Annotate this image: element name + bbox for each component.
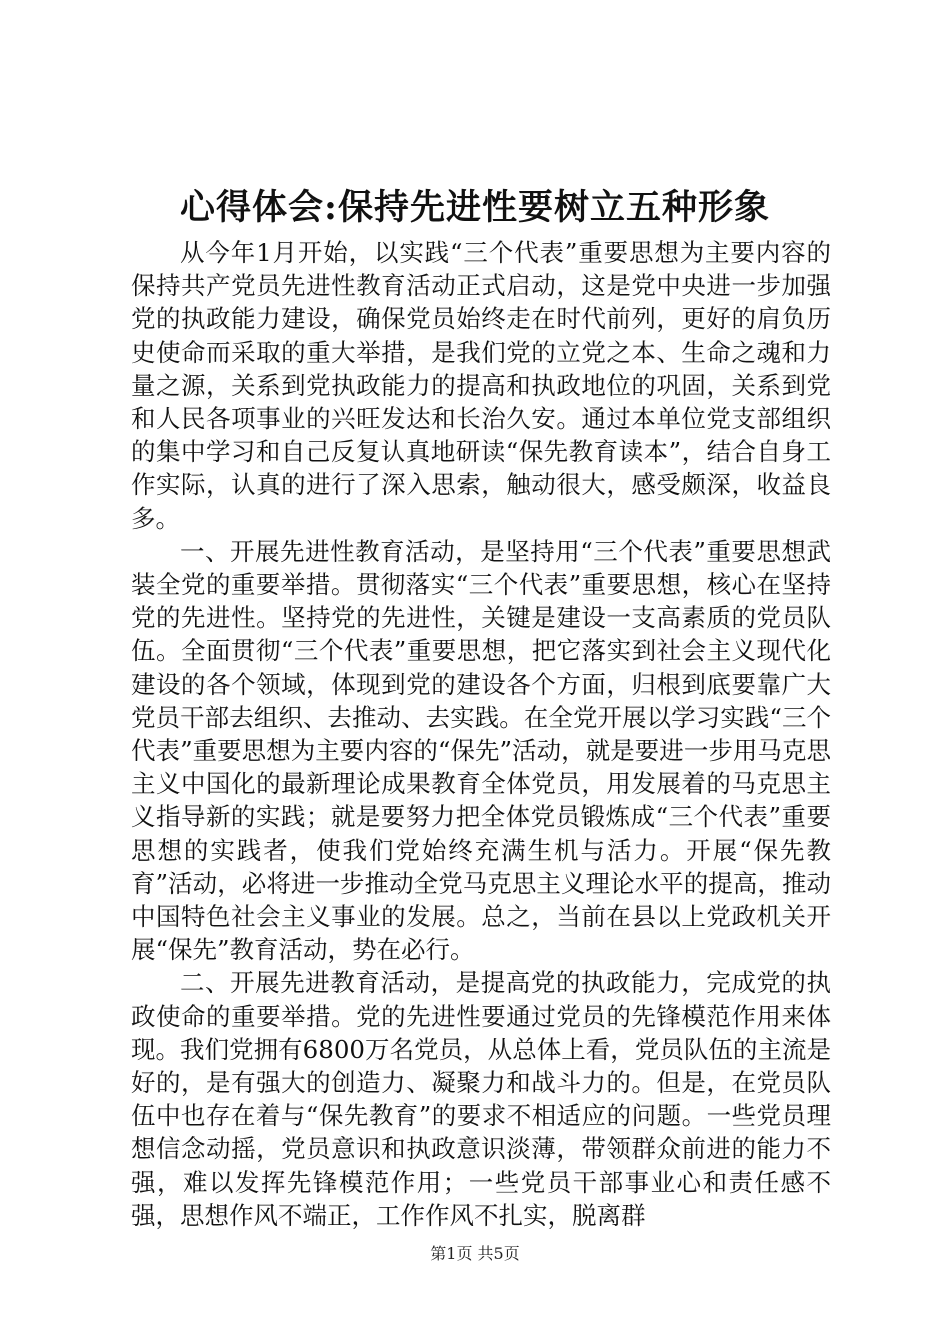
document-title: 心得体会:保持先进性要树立五种形象 — [180, 187, 770, 228]
document-body — [131, 236, 831, 1232]
paragraph-intro: 从今年1月开始，以实践“三个代表”重要思想为主要内容的保持共产党员先进性教育活动正式启动，这是党中央进一步加强党的执政能力建设，确保党员始终走在时代前列，更好的肩负历史使命而采取的重大举措，是我们党的立党之本、生命之魂和力量之源，关系到党执政能力的提高和执政地位的巩固，关系到党和人民各项事业的兴旺发达和长治久安。通过本单位党支部组织的集中学习和自己反复认真地研读“保先教育读本”，结合自身工作实际，认真的进行了深入思索，触动很大，感受颇深，收益良多。 — [131, 238, 831, 533]
paragraph-section-one: 一、开展先进性教育活动，是坚持用“三个代表”重要思想武装全党的重要举措。贯彻落实“三个代表”重要思想，核心在坚持党的先进性。坚持党的先进性，关键是建设一支高素质的党员队伍。全面贯彻“三个代表”重要思想，把它落实到社会主义现代化建设的各个领域，体现到党的建设各个方面，归根到底要靠广大党员干部去组织、去推动、去实践。在全党开展以学习实践“三个代表”重要思想为主要内容的“保先”活动，就是要进一步用马克思主义中国化的最新理论成果教育全体党员，用发展着的马克思主义指导新的实践；就是要努力把全体党员锻炼成“三个代表”重要思想的实践者，使我们党始终充满生机与活力。开展“保先教育”活动，必将进一步推动全党马克思主义理论水平的提高，推动中国特色社会主义事业的发展。总之，当前在县以上党政机关开展“保先”教育活动，势在必行。 — [131, 536, 831, 965]
page-number-footer: 第1页 共5页 — [430, 1244, 520, 1263]
paragraph-section-two: 二、开展先进教育活动，是提高党的执政能力，完成党的执政使命的重要举措。党的先进性要通过党员的先锋模范作用来体现。我们党拥有6800万名党员，从总体上看，党员队伍的主流是好的，是有强大的创造力、凝聚力和战斗力的。但是，在党员队伍中也存在着与“保先教育”的要求不相适应的问题。一些党员理想信念动摇，党员意识和执政意识淡薄，带领群众前进的能力不强，难以发挥先锋模范作用；一些党员干部事业心和责任感不强，思想作风不端正，工作作风不扎实，脱离群 — [131, 968, 831, 1230]
